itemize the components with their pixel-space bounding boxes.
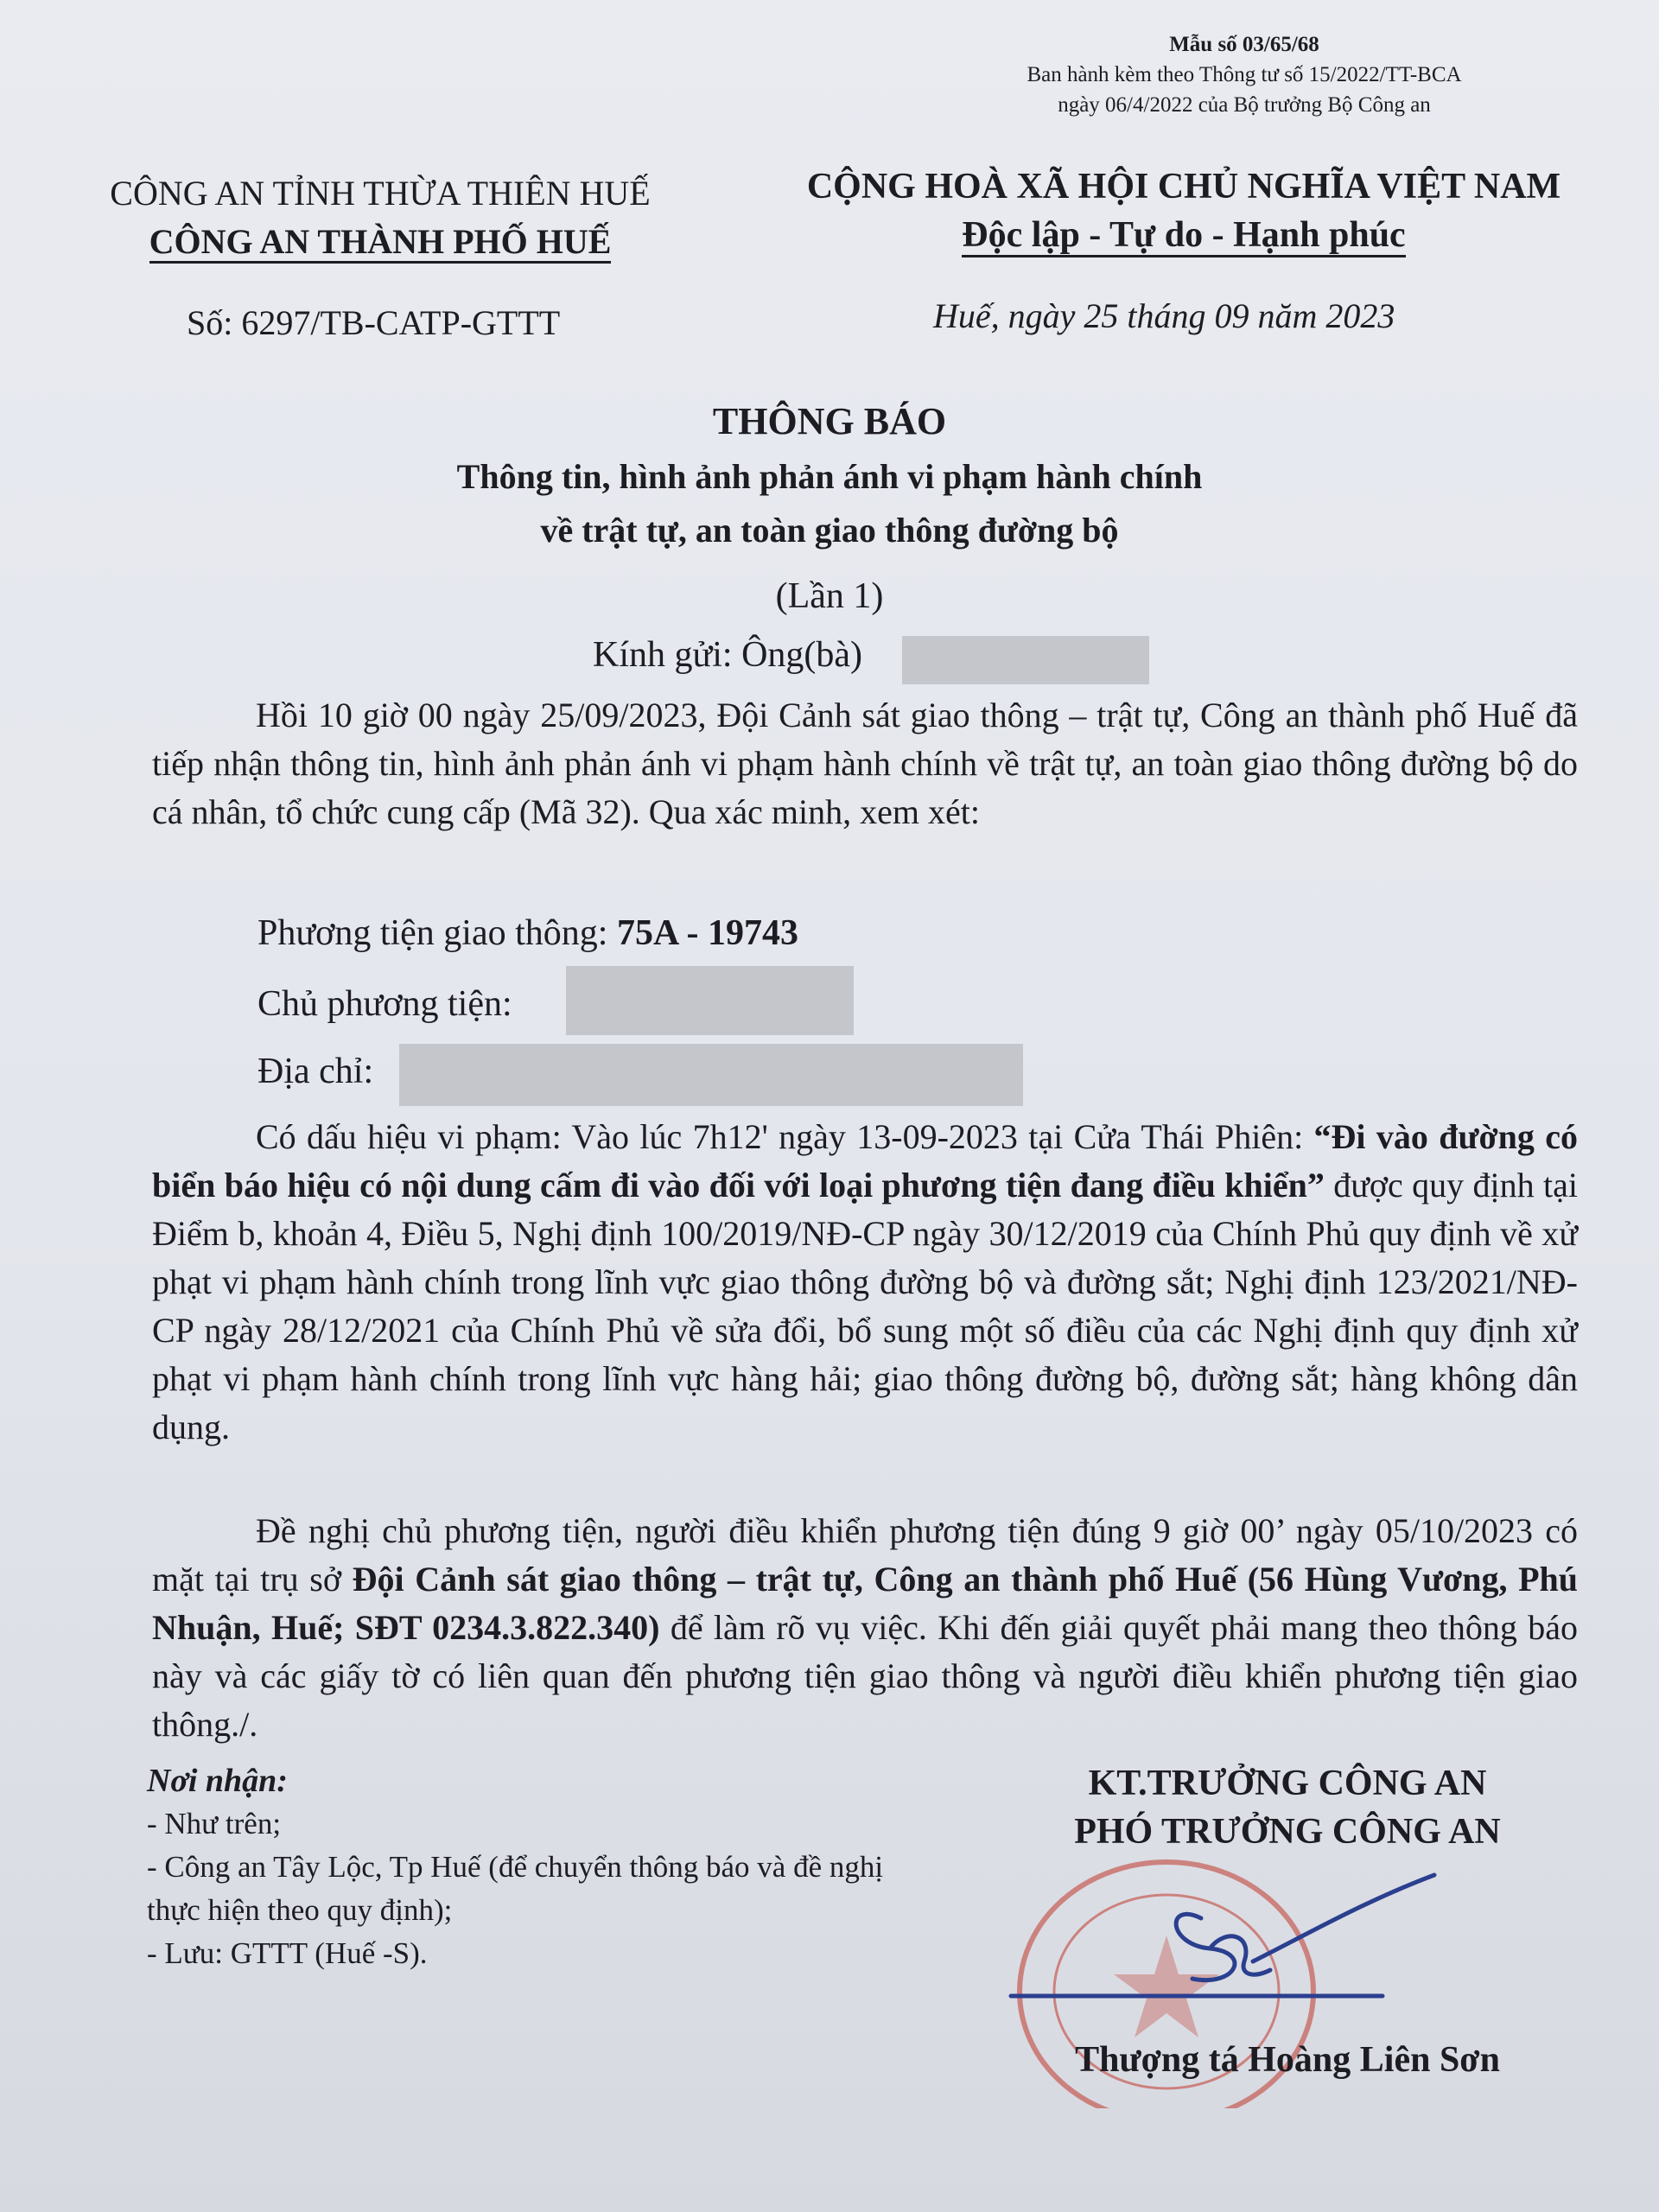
recipient-item: - Như trên; [147, 1807, 282, 1840]
vehicle-label: Phương tiện giao thông: [257, 913, 617, 953]
violation-intro: Có dấu hiệu vi phạm: Vào lúc 7h12' ngày 13-09-2023 tại Cửa Thái Phiên: [256, 1117, 1314, 1156]
signer-position-2: PHÓ TRƯỞNG CÔNG AN [1074, 1812, 1501, 1852]
paragraph-violation [152, 1113, 1578, 1452]
document-title: THÔNG BÁO [712, 400, 947, 442]
form-number: Mẫu số 03/65/68 [1169, 33, 1319, 56]
document-subtitle-1: Thông tin, hình ảnh phản ánh vi phạm hành chính [456, 457, 1203, 496]
address-redaction [399, 1044, 1023, 1106]
form-meta [950, 29, 1538, 120]
recipient-label: Kính gửi: Ông(bà) [593, 635, 863, 675]
address-label: Địa chỉ: [257, 1052, 374, 1091]
owner-redaction [566, 966, 854, 1035]
occurrence-number: (Lần 1) [775, 576, 884, 616]
license-plate: 75A - 19743 [616, 913, 798, 953]
request-intro: Đề nghị chủ phương tiện, người điều khiển phương tiện đúng 9 giờ 00’ ngày 05/10/2023 có mặt tại trụ sở [152, 1511, 1578, 1599]
vehicle-field [257, 912, 798, 954]
recipient-item: - Công an Tây Lộc, Tp Huế (để chuyển thông báo và đề nghị thực hiện theo quy định); [147, 1850, 884, 1927]
agency-line1: CÔNG AN TỈNH THỪA THIÊN HUẾ [110, 174, 651, 213]
recipients-heading: Nơi nhận: [147, 1763, 288, 1799]
paragraph-reception [152, 691, 1578, 836]
violation-legal-basis: được quy định tại Điểm b, khoản 4, Điều 5, Nghị định 100/2019/NĐ-CP ngày 30/12/2019 của Chính Phủ quy định về xử phạt vi phạm hành chính trong lĩnh vực giao thông đường bộ và đường sắt; Nghị định 123/2021/NĐ-CP ngày 28/12/2021 của Chính Phủ về sửa đổi, bổ sung một số điều của các Nghị định quy định xử phạt vi phạm hành chính trong lĩnh vực hàng hải; giao thông đường bộ, đường sắt; hàng không dân dụng. [152, 1166, 1578, 1446]
recipients-list [147, 1759, 925, 1975]
motto: Độc lập - Tự do - Hạnh phúc [962, 215, 1405, 257]
document-number: Số: 6297/TB-CATP-GTTT [187, 303, 561, 342]
form-meta-line2: Ban hành kèm theo Thông tư số 15/2022/TT-BCA [1027, 63, 1462, 86]
owner-field [257, 983, 512, 1025]
signer-name: Thượng tá Hoàng Liên Sơn [1075, 2040, 1500, 2080]
handwritten-signature [994, 1866, 1478, 2013]
document-date: Huế, ngày 25 tháng 09 năm 2023 [933, 296, 1395, 335]
request-rest: để làm rõ vụ việc. Khi đến giải quyết phải mang theo thông báo này và các giấy tờ có liên quan đến phương tiện giao thông và người điều khiển phương tiện giao thông./. [152, 1608, 1579, 1744]
paragraph-request [152, 1507, 1578, 1749]
recipient-redaction [902, 636, 1149, 684]
recipient-item: - Lưu: GTTT (Huế -S). [147, 1936, 428, 1970]
agency-line2: CÔNG AN THÀNH PHỐ HUẾ [149, 222, 612, 264]
national-motto [752, 162, 1616, 259]
recipient-line [593, 634, 862, 676]
document-subtitle-2: về trật tự, an toàn giao thông đường bộ [540, 511, 1119, 550]
violation-description: “Đi vào đường có biển báo hiệu có nội dung cấm đi vào đối với loại phương tiện đang điều khiển” [152, 1117, 1578, 1205]
owner-label: Chủ phương tiện: [257, 984, 512, 1024]
country-name: CỘNG HOÀ XÃ HỘI CHỦ NGHĨA VIỆT NAM [806, 167, 1561, 207]
address-field [257, 1051, 373, 1092]
request-place: Đội Cảnh sát giao thông – trật tự, Công an thành phố Huế (56 Hùng Vương, Phú Nhuận, Huế; SĐT 0234.3.822.340) [152, 1560, 1578, 1647]
signer-position-1: KT.TRƯỞNG CÔNG AN [1088, 1764, 1487, 1803]
signature-title [1002, 1759, 1573, 1856]
paragraph-3-text [152, 1507, 1578, 1749]
issuing-agency [60, 169, 700, 266]
form-meta-line3: ngày 06/4/2022 của Bộ trưởng Bộ Công an [1058, 93, 1431, 117]
paragraph-1-text: Hồi 10 giờ 00 ngày 25/09/2023, Đội Cảnh sát giao thông – trật tự, Công an thành phố Huế đã tiếp nhận thông tin, hình ảnh phản ánh vi phạm hành chính về trật tự, an toàn giao thông đường bộ do cá nhân, tổ chức cung cấp (Mã 32). Qua xác minh, xem xét: [152, 696, 1578, 831]
paragraph-2-text [152, 1113, 1578, 1452]
